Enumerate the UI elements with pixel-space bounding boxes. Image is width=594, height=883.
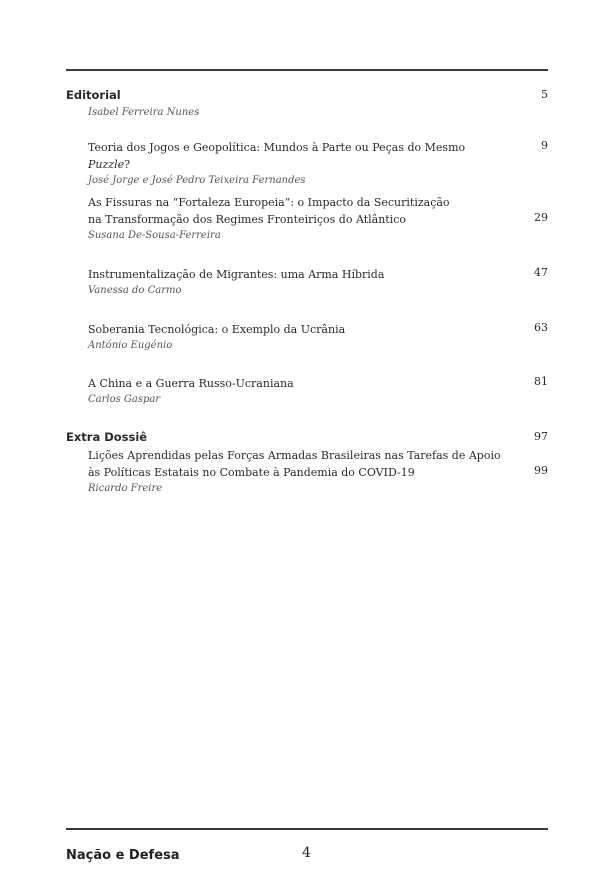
journal-name: Nação e Defesa bbox=[66, 848, 180, 863]
toc-entry-title: As Fissuras na “Fortaleza Europeia”: o Impacto da Securitização na Transformação dos Regimes Fronteiriços do Atlântico bbox=[88, 196, 450, 226]
section-extra-dossie[interactable] bbox=[66, 430, 548, 444]
toc-entry-author: Vanessa do Carmo bbox=[88, 285, 182, 296]
page-number: 4 bbox=[302, 845, 311, 861]
bottom-rule bbox=[66, 828, 548, 830]
toc-entry[interactable] bbox=[88, 375, 548, 407]
section-editorial-page: 5 bbox=[541, 88, 548, 101]
toc-entry[interactable] bbox=[88, 447, 548, 496]
toc-entry[interactable] bbox=[88, 266, 548, 298]
toc-entry-page: 63 bbox=[534, 321, 548, 334]
toc-entry-author: António Eugénio bbox=[88, 340, 173, 351]
toc-entry-title: Soberania Tecnológica: o Exemplo da Ucrânia bbox=[88, 323, 346, 336]
toc-entry-page: 29 bbox=[534, 211, 548, 224]
toc-entry[interactable] bbox=[88, 139, 548, 188]
toc-entry-author: Ricardo Freire bbox=[88, 483, 163, 494]
top-rule bbox=[66, 69, 548, 71]
toc-entry[interactable] bbox=[88, 321, 548, 353]
toc-entry-title: Lições Aprendidas pelas Forças Armadas Brasileiras nas Tarefas de Apoio às Políticas Estatais no Combate à Pandemia do COVID-19 bbox=[88, 449, 501, 479]
section-editorial-label: Editorial bbox=[66, 88, 121, 102]
toc-entry-page: 99 bbox=[534, 464, 548, 477]
toc-entry-author: José Jorge e José Pedro Teixeira Fernandes bbox=[88, 175, 306, 186]
toc-entry-title: Instrumentalização de Migrantes: uma Arma Híbrida bbox=[88, 268, 385, 281]
toc-entry-title: Teoria dos Jogos e Geopolítica: Mundos à Parte ou Peças do Mesmo Puzzle? bbox=[88, 141, 466, 171]
section-extra-label: Extra Dossiê bbox=[66, 430, 148, 444]
toc-entry-page: 9 bbox=[541, 139, 548, 152]
toc-entry-author: Carlos Gaspar bbox=[88, 394, 161, 405]
editorial-author-entry bbox=[88, 105, 548, 120]
toc-entry-page: 47 bbox=[534, 266, 548, 279]
toc-entry[interactable] bbox=[88, 194, 548, 243]
toc-entry-author: Susana De-Sousa-Ferreira bbox=[88, 230, 221, 241]
editorial-author: Isabel Ferreira Nunes bbox=[88, 107, 200, 118]
toc-entry-title: A China e a Guerra Russo-Ucraniana bbox=[88, 377, 294, 390]
section-editorial[interactable] bbox=[66, 88, 548, 102]
toc-entry-page: 81 bbox=[534, 375, 548, 388]
section-extra-page: 97 bbox=[534, 430, 548, 443]
